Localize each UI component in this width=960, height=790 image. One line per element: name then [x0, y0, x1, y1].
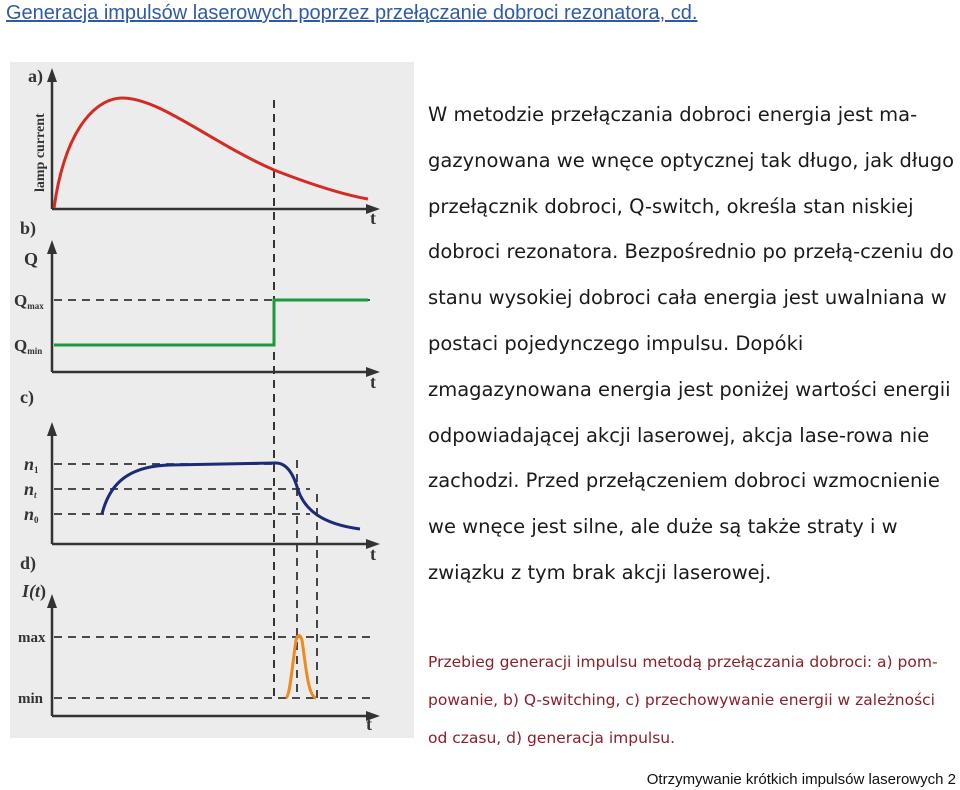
panel-a-label: a) — [28, 66, 43, 86]
panel-a-t-label: t — [370, 208, 376, 228]
panel-d-label: d) — [20, 553, 37, 573]
panel-c-t-label: t — [370, 544, 376, 564]
panel-d-ylabel: I(t) — [22, 581, 47, 601]
n1-label: n1 — [24, 454, 39, 475]
panel-b-ylabel: Q — [24, 249, 39, 269]
panel-b-label: b) — [20, 218, 37, 238]
nt-label: nt — [24, 479, 37, 500]
qmax-label: Qmax — [14, 291, 44, 311]
figure-caption: Przebieg generacji impulsu metodą przełączania dobroci: a) pom-powanie, b) Q-switching, c) przechowywanie energii w zależności od czasu, d) generacja impulsu. — [428, 653, 938, 747]
panel-c-label: c) — [20, 387, 34, 407]
q-switch-timing-diagram — [10, 62, 414, 738]
panel-d-t-label: t — [366, 714, 372, 734]
panel-a-ylabel: lamp current — [33, 113, 48, 192]
panel-b-t-label: t — [370, 372, 376, 392]
min-label: min — [18, 691, 44, 707]
n0-label: n0 — [24, 504, 39, 525]
slide-footer: Otrzymywanie krótkich impulsów laserowych 2 — [646, 771, 956, 788]
max-label: max — [18, 630, 46, 646]
qmin-label: Qmin — [14, 336, 43, 356]
description-paragraph: W metodzie przełączania dobroci energia jest ma-gazynowana we wnęce optycznej tak długo, jak długo przełącznik dobroci, Q-switch, określa stan niskiej dobroci rezonatora. Bezpośrednio po przełą-czeniu do stanu wysokiej dobroci cała energia jest uwalniana w postaci pojedynczego impulsu. Dopóki zmagazynowana energia jest poniżej wartości energii odpowiadającej akcji laserowej, akcja lase-rowa nie zachodzi. Przed przełączeniem dobroci wzmocnienie we wnęce jest silne, ale duże są także straty i w związku z tym brak akcji laserowej. — [428, 103, 955, 584]
page-title: Generacja impulsów laserowych poprzez przełączanie dobroci rezonatora, cd. — [6, 2, 698, 24]
